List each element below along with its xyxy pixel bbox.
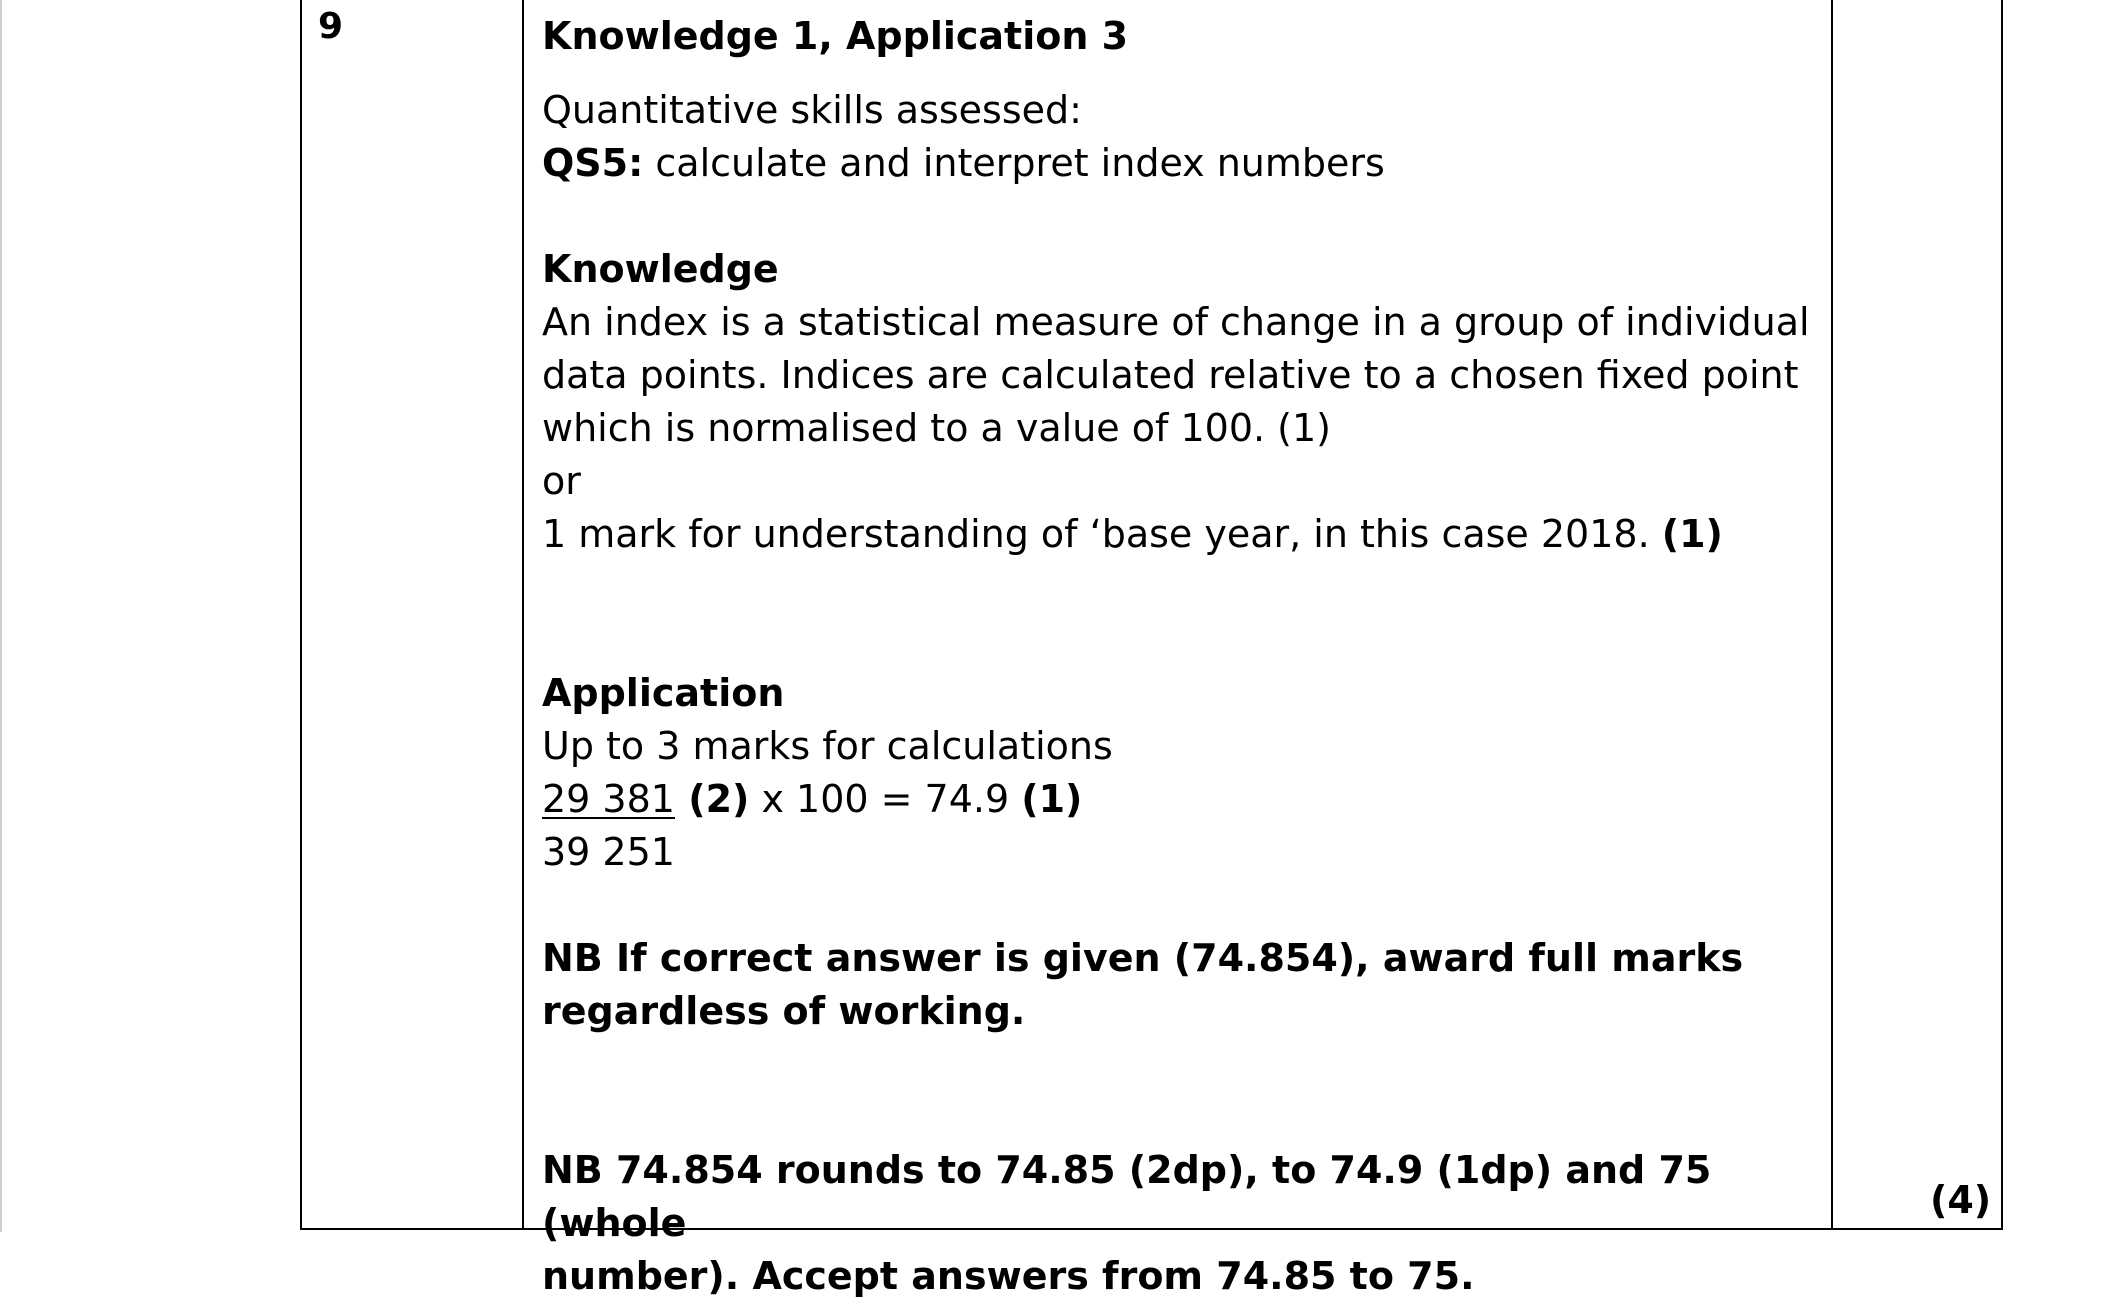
column-divider-1 [522, 0, 524, 1230]
column-divider-2 [1831, 0, 1833, 1230]
question-number: 9 [318, 6, 344, 47]
calc-mark-b: (1) [1021, 777, 1083, 821]
question-heading: Knowledge 1, Application 3 [542, 14, 1129, 58]
calc-mark-a: (2) [674, 777, 750, 821]
nb-note-2-cont: number). Accept answers from 74.85 to 75. [542, 1254, 1475, 1298]
qs-intro: Quantitative skills assessed: [542, 88, 1082, 132]
table-border-right [2001, 0, 2003, 1230]
knowledge-heading: Knowledge [542, 247, 779, 291]
answer-cell [542, 10, 1812, 1303]
application-intro: Up to 3 marks for calculations [542, 724, 1113, 768]
knowledge-alt-text: 1 mark for understanding of ‘base year, in this case 2018. [542, 512, 1662, 556]
knowledge-or: or [542, 459, 581, 503]
calc-numerator: 29 381 [542, 777, 675, 821]
knowledge-line: An index is a statistical measure of change in a group of individual [542, 300, 1810, 344]
knowledge-alt [542, 508, 1812, 561]
knowledge-line: which is normalised to a value of 100. (1) [542, 406, 1331, 450]
qs-line [542, 137, 1812, 190]
application-heading: Application [542, 671, 785, 715]
page-edge [0, 0, 2, 1232]
nb-note-1-cont: regardless of working. [542, 989, 1026, 1033]
nb-note-2: NB 74.854 rounds to 74.85 (2dp), to 74.9 (1dp) and 75 (whole [542, 1148, 1712, 1245]
calc-expression: x 100 = 74.9 [749, 777, 1022, 821]
table-border-left [300, 0, 302, 1230]
total-marks: (4) [1930, 1178, 1992, 1222]
calc-denominator: 39 251 [542, 830, 675, 874]
knowledge-line: data points. Indices are calculated relative to a chosen fixed point [542, 353, 1799, 397]
calculation-line [542, 773, 1812, 826]
qs-text: calculate and interpret index numbers [643, 141, 1385, 185]
qs-code: QS5: [542, 141, 644, 185]
knowledge-alt-mark: (1) [1661, 512, 1723, 556]
nb-note-1: NB If correct answer is given (74.854), award full marks [542, 936, 1744, 980]
